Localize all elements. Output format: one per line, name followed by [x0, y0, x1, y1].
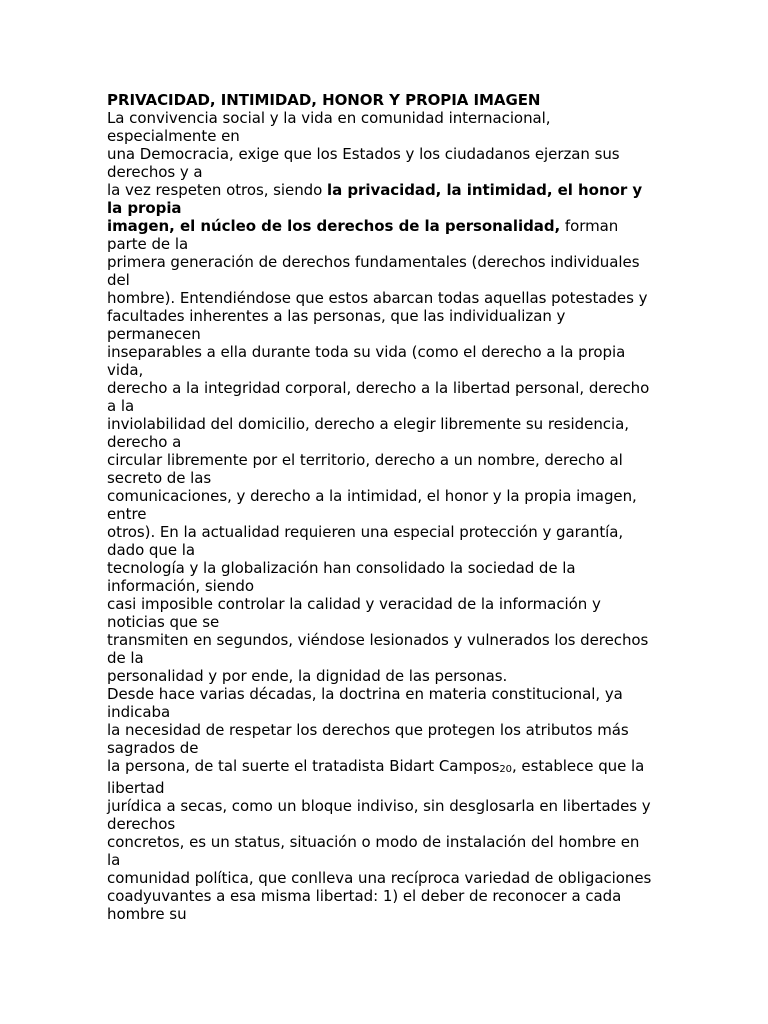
text-segment: entre: [107, 505, 147, 523]
text-segment: la necesidad de respetar los derechos que protegen los atributos más: [107, 721, 629, 739]
text-segment: parte de la: [107, 235, 189, 253]
text-segment: a la: [107, 397, 135, 415]
text-line: [107, 217, 663, 235]
text-line: [107, 851, 663, 869]
text-line: [107, 631, 663, 649]
text-line: [107, 397, 663, 415]
text-line: [107, 127, 663, 145]
text-line: [107, 271, 663, 289]
text-segment: inseparables a ella durante toda su vida (como el derecho a la propia: [107, 343, 626, 361]
text-line: [107, 433, 663, 451]
text-segment: hombre). Entendiéndose que estos abarcan todas aquellas potestades y: [107, 289, 648, 307]
text-segment: de la: [107, 649, 144, 667]
text-segment: vida,: [107, 361, 144, 379]
text-line: [107, 869, 663, 887]
text-line: [107, 541, 663, 559]
text-segment: concretos, es un status, situación o modo de instalación del hombre en: [107, 833, 640, 851]
text-line: [107, 613, 663, 631]
text-segment: primera generación de derechos fundamentales (derechos individuales: [107, 253, 640, 271]
text-segment: hombre su: [107, 905, 187, 923]
text-line: [107, 797, 663, 815]
text-segment: dado que la: [107, 541, 196, 559]
text-segment: una Democracia, exige que los Estados y los ciudadanos ejerzan sus: [107, 145, 620, 163]
text-segment: la: [107, 851, 121, 869]
text-segment: forman: [560, 217, 619, 235]
text-segment: secreto de las: [107, 469, 212, 487]
text-line: [107, 905, 663, 923]
text-line: [107, 145, 663, 163]
text-line: [107, 325, 663, 343]
text-segment: Desde hace varias décadas, la doctrina en materia constitucional, ya: [107, 685, 623, 703]
text-line: [107, 577, 663, 595]
text-line: [107, 415, 663, 433]
text-line: [107, 685, 663, 703]
text-segment: la persona, de tal suerte el tratadista Bidart Campos: [107, 757, 500, 775]
text-segment: facultades inherentes a las personas, que las individualizan y: [107, 307, 566, 325]
text-line: [107, 721, 663, 739]
text-segment: derecho a la integridad corporal, derecho a la libertad personal, derecho: [107, 379, 650, 397]
text-line: [107, 887, 663, 905]
text-line: [107, 739, 663, 757]
text-line: [107, 451, 663, 469]
text-segment: circular libremente por el territorio, derecho a un nombre, derecho al: [107, 451, 623, 469]
text-segment: inviolabilidad del domicilio, derecho a elegir libremente su residencia,: [107, 415, 629, 433]
text-segment: casi imposible controlar la calidad y veracidad de la información y: [107, 595, 601, 613]
text-segment: tecnología y la globalización han consolidado la sociedad de la: [107, 559, 576, 577]
text-line: [107, 109, 663, 127]
text-segment: información, siendo: [107, 577, 254, 595]
text-segment: transmiten en segundos, viéndose lesionados y vulnerados los derechos: [107, 631, 649, 649]
text-line: [107, 649, 663, 667]
text-segment: otros). En la actualidad requieren una especial protección y garantía,: [107, 523, 624, 541]
document-page: [107, 91, 663, 923]
text-segment: libertad: [107, 779, 165, 797]
text-line: [107, 595, 663, 613]
text-line: [107, 289, 663, 307]
text-segment: coadyuvantes a esa misma libertad: 1) el deber de reconocer a cada: [107, 887, 622, 905]
text-line: [107, 469, 663, 487]
bold-text: la propia: [107, 199, 182, 217]
text-segment: derechos y a: [107, 163, 203, 181]
text-segment: comunidad política, que conlleva una recíproca variedad de obligaciones: [107, 869, 652, 887]
document-title: PRIVACIDAD, INTIMIDAD, HONOR Y PROPIA IMAGEN: [107, 91, 541, 109]
bold-text: la privacidad, la intimidad, el honor y: [327, 181, 643, 199]
text-line: [107, 815, 663, 833]
text-segment: permanecen: [107, 325, 201, 343]
text-line: [107, 199, 663, 217]
text-line: [107, 163, 663, 181]
text-line: [107, 505, 663, 523]
text-line: [107, 361, 663, 379]
text-line: [107, 379, 663, 397]
text-line: [107, 343, 663, 361]
text-segment: personalidad y por ende, la dignidad de las personas.: [107, 667, 508, 685]
text-segment: derecho a: [107, 433, 182, 451]
text-segment: del: [107, 271, 130, 289]
document-body: [107, 109, 663, 923]
text-segment: la vez respeten otros, siendo: [107, 181, 327, 199]
text-line: [107, 181, 663, 199]
text-segment: sagrados de: [107, 739, 199, 757]
text-segment: La convivencia social y la vida en comunidad internacional,: [107, 109, 551, 127]
text-line: [107, 757, 663, 779]
bold-text: imagen, el núcleo de los derechos de la personalidad,: [107, 217, 561, 235]
text-line: [107, 307, 663, 325]
text-line: [107, 253, 663, 271]
text-line: [107, 703, 663, 721]
text-segment: , establece que la: [511, 757, 645, 775]
text-line: [107, 487, 663, 505]
text-line: [107, 667, 663, 685]
text-segment: especialmente en: [107, 127, 240, 145]
text-segment: indicaba: [107, 703, 171, 721]
text-segment: comunicaciones, y derecho a la intimidad, el honor y la propia imagen,: [107, 487, 637, 505]
text-line: [107, 559, 663, 577]
text-segment: jurídica a secas, como un bloque indiviso, sin desglosarla en libertades y: [107, 797, 651, 815]
text-segment: derechos: [107, 815, 176, 833]
text-line: [107, 833, 663, 851]
text-segment: noticias que se: [107, 613, 220, 631]
text-line: [107, 235, 663, 253]
footnote-ref: 20: [499, 764, 512, 775]
text-line: [107, 779, 663, 797]
text-line: [107, 523, 663, 541]
